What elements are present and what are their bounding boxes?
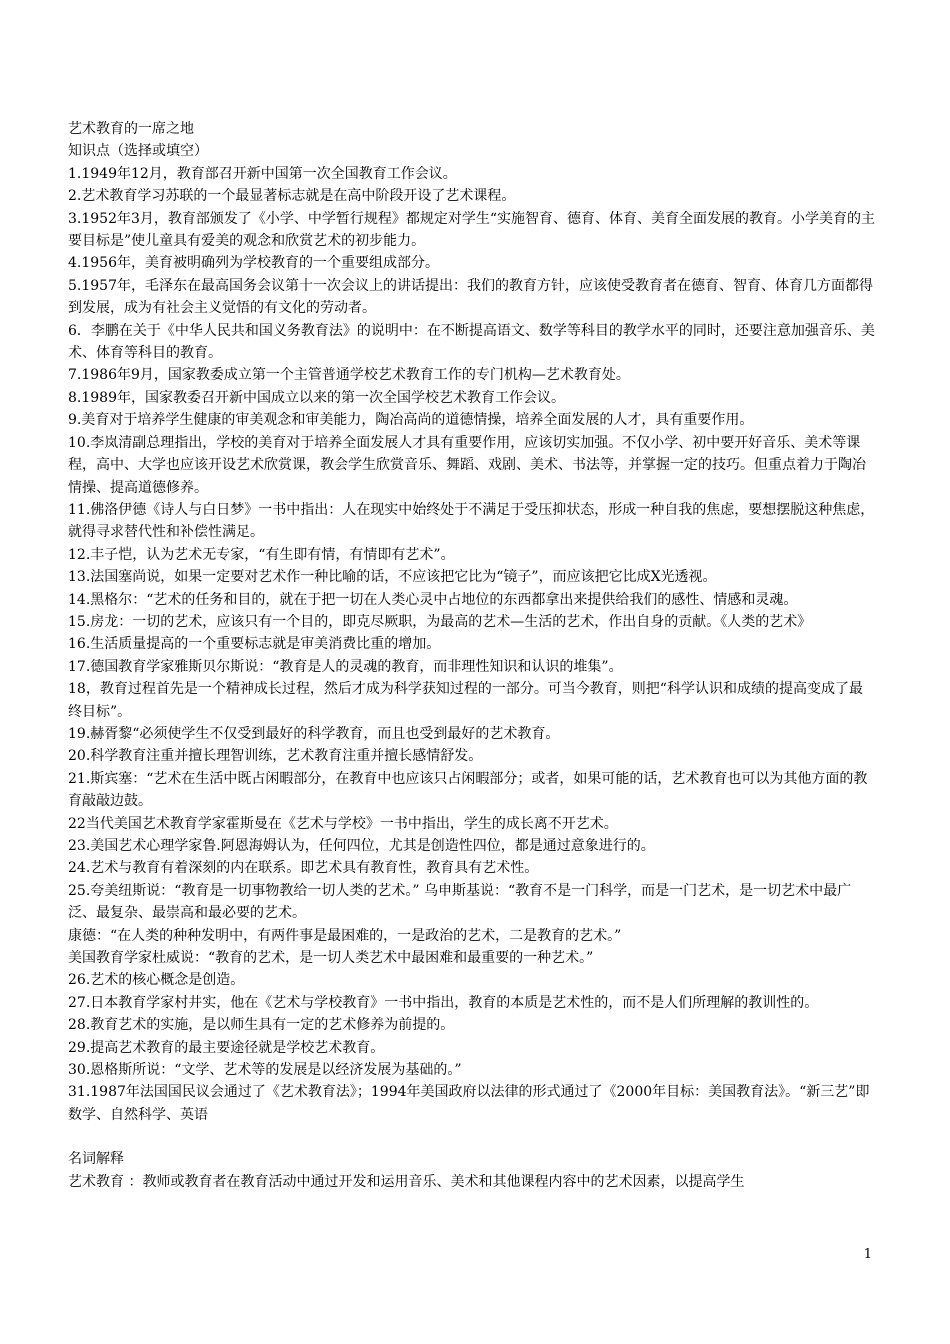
list-item: 2.艺术教育学习苏联的一个最显著标志就是在高中阶段开设了艺术课程。 [68,188,516,205]
list-item: 29.提高艺术教育的最主要途径就是学校艺术教育。 [68,1039,385,1056]
list-item: 30.恩格斯所说：“文学、艺术等的发展是以经济发展为基础的。” [68,1062,462,1079]
list-item: 3.1952年3月，教育部颁发了《小学、中学暂行规程》都规定对学生“实施智育、德育、体育、美育全面发展的教育。小学美育的主要目标是”使儿童具有爱美的观念和欣赏艺术的初步能力。 [68,210,876,250]
list-item: 7.1986年9月，国家教委成立第一个主管普通学校艺术教育工作的专门机构—艺术教育处。 [68,367,630,384]
list-item: 9.美育对于培养学生健康的审美观念和审美能力，陶冶高尚的道德情操，培养全面发展的人才，具有重要作用。 [68,412,754,429]
list-item: 12.丰子恺，认为艺术无专家，“有生即有情，有情即有艺术”。 [68,546,455,563]
list-item: 6．李鹏在关于《中华人民共和国义务教育法》的说明中：在不断提高语文、数学等科目的教学水平的同时，还要注意加强音乐、美术、体育等科目的教育。 [68,322,875,362]
list-item: 17.德国教育学家雅斯贝尔斯说：“教育是人的灵魂的教育，而非理性知识和认识的堆集”。 [68,658,623,675]
list-item: 4.1956年，美育被明确列为学校教育的一个重要组成部分。 [68,255,439,272]
glossary-heading: 名词解释 [68,1151,124,1168]
list-item: 1.1949年12月，教育部召开新中国第一次全国教育工作会议。 [68,165,457,182]
list-item: 31.1987年法国国民议会通过了《艺术教育法》；1994年美国政府以法律的形式通过了《2000年目标：美国教育法》。“新三艺”即数学、自然科学、英语 [68,1084,870,1123]
list-item: 28.教育艺术的实施，是以师生具有一定的艺术修养为前提的。 [68,1017,455,1034]
list-item: 10.李岚清副总理指出，学校的美育对于培养全面发展人才具有重要作用，应该切实加强。不仅小学、初中要开好音乐、美术等课程，高中、大学也应该开设艺术欣赏课，教会学生欣赏音乐、舞蹈、戏剧、美术、书法等，并掌握一定的技巧。但重点着力于陶冶情操、提高道德修养。 [68,434,866,496]
document-body [68,118,876,1193]
section-spacer [68,1126,876,1148]
list-item: 26.艺术的核心概念是创造。 [68,972,245,989]
list-item: 27.日本教育学家村井实，他在《艺术与学校教育》一书中指出，教育的本质是艺术性的，而不是人们所理解的教训性的。 [68,994,819,1011]
section-label: 知识点（选择或填空） [68,143,208,160]
list-item: 23.美国艺术心理学家鲁.阿恩海姆认为，任何四位，尤其是创造性四位，都是通过意象进行的。 [68,838,655,854]
glossary-entry: 艺术教育 ：教师或教育者在教育活动中通过开发和运用音乐、美术和其他课程内容中的艺术因素，以提高学生 [68,1173,745,1190]
list-item: 美国教育学家杜威说：“教育的艺术，是一切人类艺术中最困难和最重要的一种艺术。” [68,950,594,967]
knowledge-point-list [68,163,876,1126]
list-item: 25.夸美纽斯说：“教育是一切事物教给一切人类的艺术。” 乌申斯基说：“教育不是一门科学，而是一门艺术，是一切艺术中最广泛、最复杂、最崇高和最必要的艺术。 [68,882,852,922]
list-item: 13.法国塞尚说，如果一定要对艺术作一种比喻的话，不应该把它比为“镜子”，而应该把它比成X光透视。 [68,569,717,586]
list-item: 8.1989年，国家教委召开新中国成立以来的第一次全国学校艺术教育工作会议。 [68,389,565,406]
list-item: 15.房龙：一切的艺术，应该只有一个目的，即克尽厥职，为最高的艺术—生活的艺术，作出自身的贡献。《人类的艺术》 [68,613,812,630]
document-title: 艺术教育的一席之地 [68,121,194,137]
list-item: 21.斯宾塞：“艺术在生活中既占闲暇部分，在教育中也应该只占闲暇部分；或者，如果可能的话，艺术教育也可以为其他方面的教育敲敲边鼓。 [68,770,868,810]
list-item: 20.科学教育注重并擅长理智训练，艺术教育注重并擅长感情舒发。 [68,748,483,765]
list-item: 16.生活质量提高的一个重要标志就是审美消费比重的增加。 [68,636,441,653]
list-item: 24.艺术与教育有着深刻的内在联系。即艺术具有教育性，教育具有艺术性。 [68,860,539,877]
list-item: 11.佛洛伊德《诗人与白日梦》一书中指出：人在现实中始终处于不满足于受压抑状态，形成一种自我的焦虑，要想摆脱这种焦虑，就得寻求替代性和补偿性满足。 [68,501,875,541]
page-number: 1 [863,1247,872,1262]
list-item: 康德：“在人类的种种发明中，有两件事是最困难的，一是政治的艺术，二是教育的艺术。” [68,927,622,944]
list-item: 19.赫胥黎“必须使学生不仅受到最好的科学教育，而且也受到最好的艺术教育。 [68,725,560,742]
list-item: 5.1957年，毛泽东在最高国务会议第十一次会议上的讲话提出：我们的教育方针，应该使受教育者在德育、智育、体育几方面都得到发展，成为有社会主义觉悟的有文化的劳动者。 [68,277,873,317]
list-item: 22当代美国艺术教育学家霍斯曼在《艺术与学校》一书中指出，学生的成长离不开艺术。 [68,815,618,832]
list-item: 14.黑格尔：“艺术的任务和目的，就在于把一切在人类心灵中占地位的东西都拿出来提供给我们的感性、情感和灵魂。 [68,591,798,608]
list-item: 18，教育过程首先是一个精神成长过程，然后才成为科学获知过程的一部分。可当今教育，则把“科学认识和成绩的提高变成了最终目标”。 [68,681,863,720]
